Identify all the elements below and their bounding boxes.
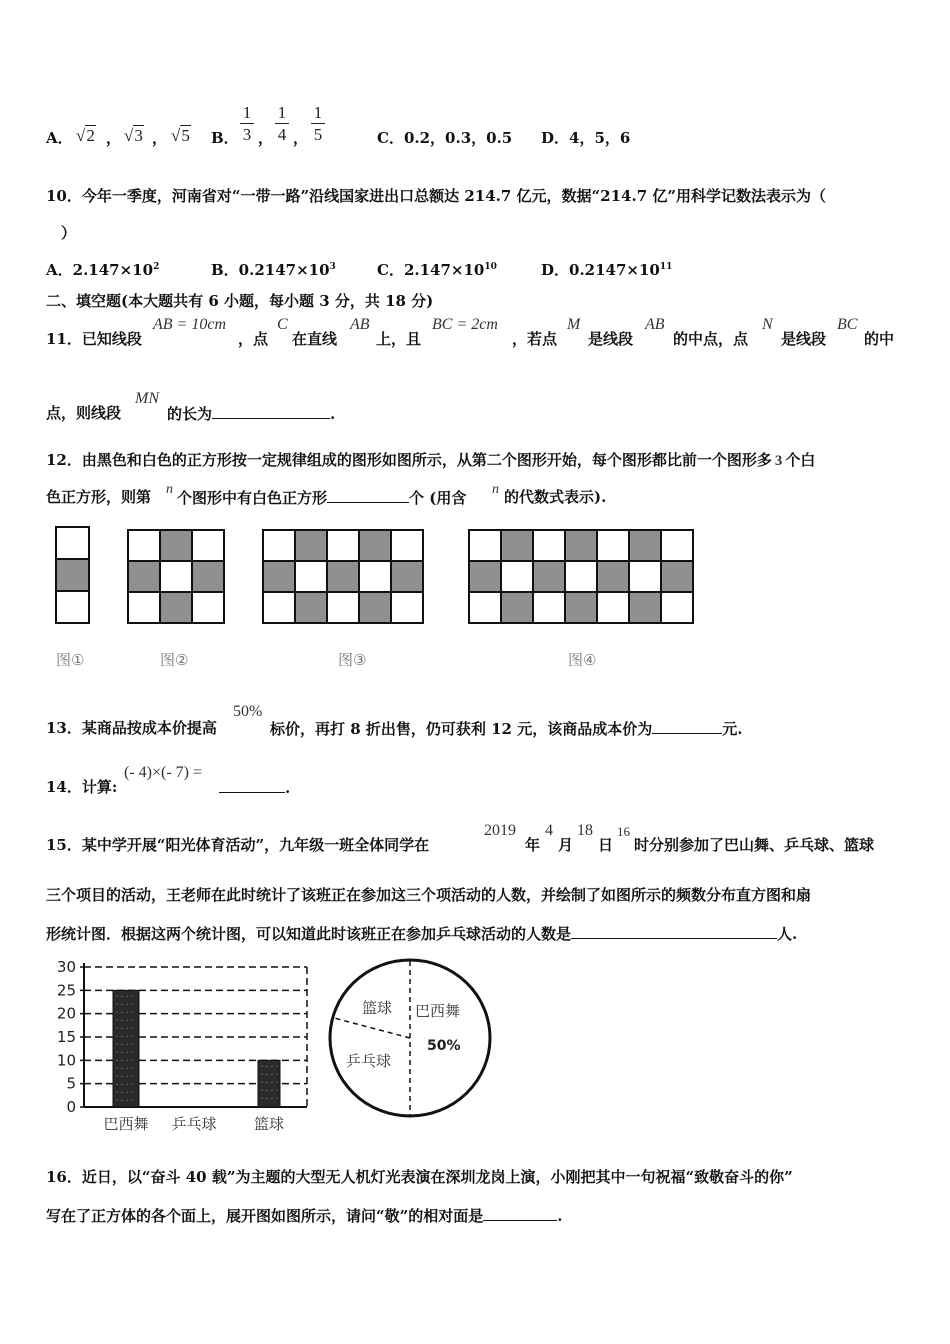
q12-caption-3: 图③: [338, 651, 367, 669]
grey-square: [295, 592, 327, 623]
bar-2: [258, 1060, 280, 1107]
grey-square: [327, 561, 359, 592]
q15-month: 4: [545, 822, 553, 839]
q9-option-b-label: B．: [211, 129, 239, 147]
white-square: [359, 561, 391, 592]
grey-square: [661, 561, 693, 592]
q13-text: 13．某商品按成本价提高: [46, 719, 217, 737]
q11-math-m: M: [567, 316, 581, 333]
grey-square: [565, 530, 597, 561]
q15-text: 年: [525, 836, 541, 854]
y-tick-label: 25: [56, 981, 76, 1000]
white-square: [565, 561, 597, 592]
grey-square: [391, 561, 423, 592]
q15-answer-line: 形统计图．根据这两个统计图，可以知道此时该班正在参加乒乓球活动的人数是 人.: [46, 925, 798, 943]
pie-label-basketball: 篮球: [362, 999, 393, 1017]
white-square: [128, 592, 160, 623]
q15-text: 日: [598, 836, 614, 854]
q11-text: 在直线: [292, 330, 338, 348]
q9-separator: ，: [258, 129, 274, 147]
q12-figure-2: [127, 529, 225, 624]
q9-option-a-label: A．: [46, 129, 73, 147]
q15-day: 18: [577, 822, 593, 839]
grey-square: [629, 592, 661, 623]
q10-stem-line2: ）: [61, 224, 77, 242]
q9-option-d: D．4，5，6: [541, 129, 631, 147]
q11-text: 的中点，点: [673, 330, 749, 348]
q11-math-mn: MN: [135, 390, 159, 407]
q11-math-ab: AB = 10cm: [153, 316, 226, 333]
grey-square: [160, 592, 192, 623]
white-square: [533, 530, 565, 561]
q11-math-bc: BC = 2cm: [432, 316, 498, 333]
x-category-label: 篮球: [253, 1115, 285, 1133]
grey-square: [295, 530, 327, 561]
white-square: [263, 530, 295, 561]
q15-pie-chart: [326, 958, 496, 1123]
white-square: [629, 561, 661, 592]
pie-annotation-percent: 50%: [427, 1038, 461, 1054]
q10-stem-line1: 10．今年一季度，河南省对“一带一路”沿线国家进出口总额达 214.7 亿元，数据“214.7 亿”用科学记数法表示为（: [46, 187, 826, 205]
white-square: [192, 530, 224, 561]
white-square: [533, 592, 565, 623]
q15-hour: 16: [617, 824, 630, 839]
q15-bar-chart: [52, 955, 317, 1140]
white-square: [469, 592, 501, 623]
q15-answer-blank[interactable]: [571, 924, 777, 939]
q12-figure-1: [55, 526, 90, 624]
q12-text: 色正方形，则第: [46, 488, 152, 506]
q9-fraction-fifth: 1 5: [311, 104, 325, 143]
x-category-label: 乒乓球: [171, 1115, 217, 1133]
white-square: [391, 592, 423, 623]
white-square: [661, 592, 693, 623]
q11-math-bc: BC: [837, 316, 858, 333]
q13-answer-blank[interactable]: [652, 719, 722, 734]
q11-answer-blank[interactable]: [212, 404, 330, 419]
q15-text: 月: [558, 836, 574, 854]
grey-square: [501, 592, 533, 623]
white-square: [263, 592, 295, 623]
q14-answer-line: .: [219, 778, 290, 797]
q15-text: 三个项目的活动，王老师在此时统计了该班正在参加这三个项活动的人数，并绘制了如图所示的频数分布直方图和扇: [46, 886, 812, 904]
grey-square: [359, 592, 391, 623]
white-square: [327, 592, 359, 623]
q9-fraction-quarter: 1 4: [275, 104, 289, 143]
q16-answer-blank[interactable]: [483, 1206, 557, 1221]
q11-text: 上，且: [376, 330, 422, 348]
x-category-label: 巴西舞: [103, 1115, 149, 1133]
q9-sqrt-3: √3: [124, 126, 143, 145]
q9-fraction-third: 1 3: [240, 104, 254, 143]
q9-separator: ，: [293, 129, 309, 147]
q11-text: 11．已知线段: [46, 330, 142, 348]
q11-text: 是线段: [781, 330, 827, 348]
q12-caption-4: 图④: [568, 651, 597, 669]
q10-option-b: B．$0.2147\times 10^3$: [211, 261, 336, 279]
grey-square: [263, 561, 295, 592]
q14-answer-blank[interactable]: [219, 778, 285, 793]
q11-text: ，若点: [512, 330, 558, 348]
q12-figure-3: [262, 529, 424, 624]
q10-option-a: A．$2.147\times 10^2$: [46, 261, 160, 279]
y-tick-label: 10: [56, 1051, 76, 1070]
q16-text: 16．近日，以“奋斗 40 载”为主题的大型无人机灯光表演在深圳龙岗上演，小刚把其中一句祝福“致敬奋斗的你”: [46, 1168, 793, 1186]
q9-option-c: C．0.2，0.3，0.5: [377, 129, 513, 147]
grey-square: [597, 561, 629, 592]
white-square: [128, 530, 160, 561]
section-2-heading: 二、填空题(本大题共有 6 小题，每小题 3 分，共 18 分): [46, 292, 434, 310]
pie-label-dance: 巴西舞: [415, 1002, 461, 1020]
white-square: [327, 530, 359, 561]
q12-text: 的代数式表示).: [504, 488, 607, 506]
q12-caption-2: 图②: [160, 651, 189, 669]
q12-figure-4: [468, 529, 694, 624]
q9-separator: ，: [106, 129, 122, 147]
q9-sqrt-2: √2: [76, 126, 95, 145]
q10-option-d: D．$0.2147\times 10^{11}$: [541, 261, 673, 279]
q14-text: 14．计算:: [46, 778, 118, 796]
white-square: [597, 530, 629, 561]
q16-answer-line: 写在了正方体的各个面上，展开图如图所示，请问“敬”的相对面是 .: [46, 1207, 563, 1225]
pie-label-pingpong: 乒乓球: [346, 1052, 392, 1070]
q11-text: 是线段: [588, 330, 634, 348]
white-square: [501, 561, 533, 592]
q11-math-c: C: [277, 316, 288, 333]
white-square: [661, 530, 693, 561]
q15-year: 2019: [484, 822, 516, 839]
q11-text: 的中: [864, 330, 895, 348]
white-square: [391, 530, 423, 561]
grey-square: [501, 530, 533, 561]
grey-square: [160, 530, 192, 561]
grey-square: [469, 561, 501, 592]
q9-sqrt-5: √5: [171, 126, 190, 145]
q11-text: ，点: [238, 330, 269, 348]
q12-math-n: n: [166, 482, 173, 497]
q11-answer-line: 的长为 .: [167, 405, 336, 423]
q15-text: 15．某中学开展“阳光体育活动”，九年级一班全体同学在: [46, 836, 430, 854]
q12-caption-1: 图①: [56, 651, 85, 669]
q11-math-n: N: [762, 316, 773, 333]
q12-answer-blank[interactable]: [327, 488, 409, 503]
grey-square: [565, 592, 597, 623]
white-square: [597, 592, 629, 623]
q13-percent: 50%: [233, 703, 263, 720]
y-tick-label: 20: [56, 1004, 76, 1023]
q9-separator: ，: [152, 129, 168, 147]
q12-stem-line1: 12．由黑色和白色的正方形按一定规律组成的图形如图所示，从第二个图形开始，每个图形都比前一个图形多 3 个白: [46, 451, 816, 469]
white-square: [295, 561, 327, 592]
white-square: [469, 530, 501, 561]
q11-math-ab: AB: [350, 316, 370, 333]
bar-0: [113, 990, 139, 1107]
q12-math-n: n: [492, 482, 499, 497]
y-tick-label: 5: [66, 1074, 76, 1093]
grey-square: [359, 530, 391, 561]
white-square: [160, 561, 192, 592]
y-tick-label: 0: [66, 1098, 76, 1116]
q15-text: 时分别参加了巴山舞、乒乓球、篮球: [634, 836, 875, 854]
q11-text: 点，则线段: [46, 404, 122, 422]
q12-answer-line: 个图形中有白色正方形 个 (用含: [177, 489, 467, 507]
q11-math-ab: AB: [645, 316, 665, 333]
grey-square: [533, 561, 565, 592]
grey-square: [629, 530, 661, 561]
q13-answer-line: 标价，再打 8 折出售，仍可获利 12 元，该商品成本价为 元.: [270, 720, 743, 738]
y-tick-label: 30: [56, 958, 76, 976]
white-square: [192, 592, 224, 623]
y-tick-label: 15: [56, 1028, 76, 1046]
grey-square: [192, 561, 224, 592]
q10-option-c: C．$2.147\times 10^{10}$: [377, 261, 497, 279]
q14-expression: (- 4)×(- 7) =: [124, 764, 203, 781]
grey-square: [128, 561, 160, 592]
